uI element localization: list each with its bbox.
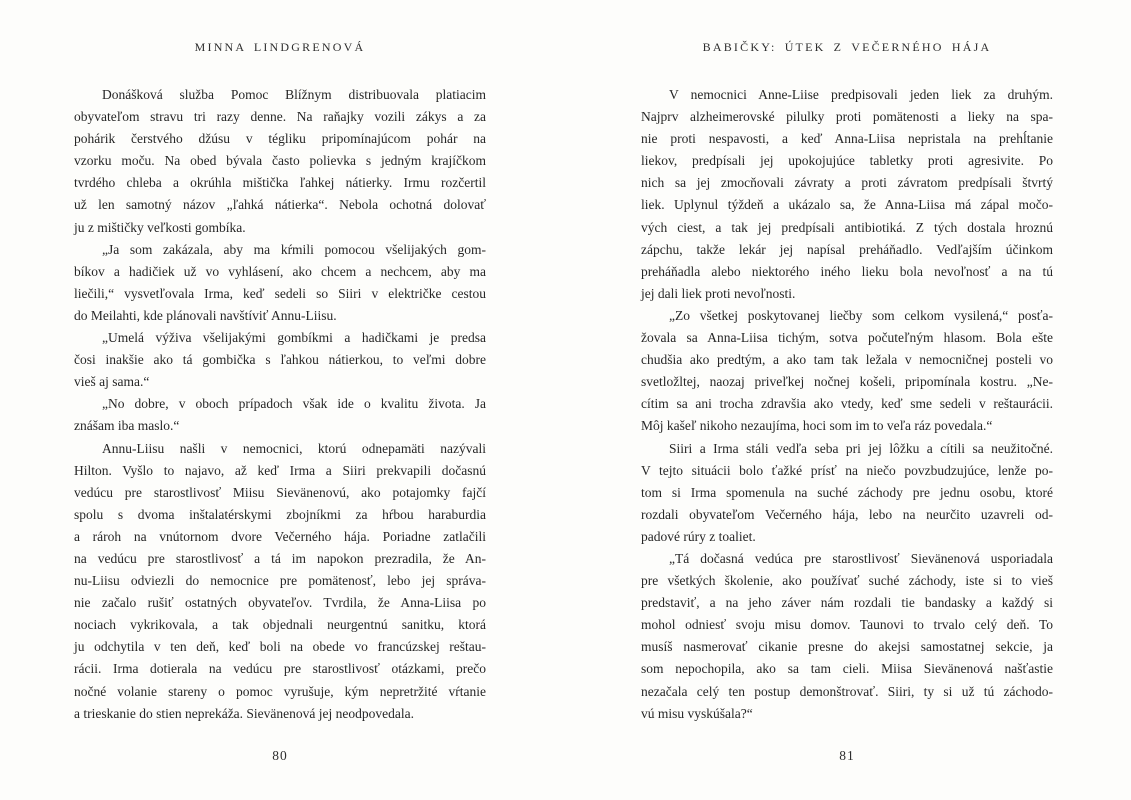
- paragraph: [74, 327, 486, 393]
- text-line: „Tá dočasná vedúca pre starostlivosť Sievänenová usporiadala: [669, 550, 1053, 566]
- paragraph: [74, 393, 486, 437]
- text-line: jej dali liek proti nevoľnosti.: [641, 285, 796, 301]
- text-line: predstaviť, a na jeho záver nám rozdali tie bandasky a každý si: [641, 595, 1053, 611]
- paragraph: [74, 438, 486, 725]
- text-line: Najprv alzheimerovské pilulky proti pomätenosti a lieky na spa-: [641, 109, 1053, 125]
- text-line: vých ciest, a tak jej predpísali antibiotiká. Z tých dostala hroznú: [641, 219, 1053, 235]
- text-line: a rároh na vnútornom dvore Večerného hája. Poriadne zatlačili: [74, 528, 486, 544]
- text-line: nezačala celý ten postup demonštrovať. Siiri, ty si už tú záchodo-: [641, 683, 1053, 699]
- paragraph: [641, 548, 1053, 725]
- text-line: znášam iba maslo.“: [74, 418, 180, 434]
- text-line: mohol odniesť svoju misu domov. Taunovi to trvalo celý deň. To: [641, 617, 1053, 633]
- page-body-left: [74, 84, 486, 725]
- text-line: nie proti nespavosti, a keď Anna-Liisa nepristala na prehĺtanie: [641, 131, 1053, 147]
- text-line: Siiri a Irma stáli vedľa seba pri jej lôžku a cítili sa neužitočné.: [669, 440, 1053, 456]
- text-line: V tejto situácii bolo ťažké prísť na niečo povzbudzujúce, lenže po-: [641, 462, 1053, 478]
- text-line: „Umelá výživa všelijakými gombíkmi a hadičkami je predsa: [102, 330, 486, 346]
- text-line: nie začalo rušiť ostatných obyvateľov. Tvrdila, že Anna-Liisa po: [74, 595, 486, 611]
- text-line: Donášková služba Pomoc Blížnym distribuovala platiacim: [102, 87, 486, 102]
- text-line: vedúcu pre starostlivosť Miisu Sievänenovú, ako potajomky fajčí: [74, 484, 486, 500]
- text-line: „Ja som zakázala, aby ma kŕmili pomocou všelijakých gom-: [102, 241, 486, 257]
- text-line: už len samotný názov „ľahká nátierka“. Nebola ochotná dolovať: [74, 197, 486, 213]
- text-line: preháňadla alebo niektorého iného lieku bola nevoľnosť a na tú: [641, 263, 1053, 279]
- text-line: liekov, predpísali jej upokojujúce tabletky proti agresivite. Po: [641, 153, 1053, 169]
- text-line: do Meilahti, kde plánovali navštíviť Annu-Liisu.: [74, 307, 337, 323]
- text-line: Môj kašeľ nikoho nezaujíma, hoci som im to veľa ráz povedala.“: [641, 418, 993, 434]
- text-line: nu-Liisu odviezli do nemocnice pre pomätenosť, lebo jej správa-: [74, 573, 486, 589]
- text-line: nich sa jej zmocňovali závraty a proti závratom predpísali štvrtý: [641, 175, 1053, 191]
- text-line: ju odchytila v ten deň, keď boli na obede vo francúzskej reštau-: [74, 639, 486, 655]
- text-line: bíkov a hadičiek už vo vyhlásení, ako chcem a nechcem, aby ma: [74, 263, 486, 279]
- text-line: a trieskanie do stien neprekáža. Sievänenová jej neodpovedala.: [74, 705, 414, 721]
- text-line: rozdali obyvateľom Večerného hája, lebo na neurčito uzavreli od-: [641, 506, 1053, 522]
- page-right: [641, 0, 1053, 800]
- text-line: svetložltej, naozaj priveľkej nočnej košeli, pripomínala kostru. „Ne-: [641, 374, 1053, 390]
- text-line: tvrdého chleba a okrúhla mištička ľahkej nátierky. Irmu rozčertil: [74, 175, 486, 191]
- text-line: obyvateľom stravu tri razy denne. Na raňajky vozili zákys a za: [74, 109, 486, 125]
- text-line: chudšia ako predtým, a ako tam tak ležala v nemocničnej posteli vo: [641, 352, 1053, 368]
- text-line: nočné volanie stareny o pomoc vyrušuje, kým nepretržité vŕtanie: [74, 683, 486, 699]
- running-header-right: BABIČKY: ÚTEK Z VEČERNÉHO HÁJA: [702, 40, 992, 54]
- page-number-left: 80: [272, 748, 288, 763]
- text-line: vú misu vyskúšala?“: [641, 705, 753, 721]
- text-line: Hilton. Vyšlo to najavo, až keď Irma a Siiri prekvapili dočasnú: [74, 462, 486, 478]
- text-line: nociach vykrikovala, a tak objednali neurgentnú sanitku, ktorá: [74, 617, 486, 633]
- text-line: som nepochopila, ako sa tam cieli. Miisa Sievänenová našťastie: [641, 661, 1053, 677]
- text-line: „Zo všetkej poskytovanej liečby som celkom vysilená,“ posťa-: [669, 307, 1053, 323]
- text-line: cítim sa ani trocha zdravšia ako vtedy, keď sme sedeli v reštaurácii.: [641, 396, 1053, 412]
- text-line: na vedúcu pre starostlivosť a tá im napokon prezradila, že An-: [74, 550, 486, 566]
- paragraph: [641, 438, 1053, 548]
- text-line: žovala sa Anna-Liisa tichým, sotva počuteľným hlasom. Bola ešte: [641, 330, 1053, 346]
- paragraph: [641, 84, 1053, 305]
- text-line: tom si Irma spomenula na suché záchody pre jednu osobu, ktoré: [641, 484, 1053, 500]
- text-line: liečili,“ vysvetľovala Irma, keď sedeli so Siiri v električke cestou: [74, 285, 486, 301]
- paragraph: [641, 305, 1053, 438]
- page-left: [74, 0, 486, 800]
- text-line: ju z mištičky veľkosti gombíka.: [74, 219, 246, 235]
- text-line: zápchu, takže lekár jej napísal preháňadlo. Vedľajším účinkom: [641, 241, 1053, 257]
- text-line: vzorku moču. Na obed bývala často polievka s jedným krajíčkom: [74, 153, 486, 169]
- text-line: rácii. Irma dotierala na vedúcu pre starostlivosť otázkami, prečo: [74, 661, 486, 677]
- page-number-right: 81: [839, 748, 855, 763]
- text-line: „No dobre, v oboch prípadoch však ide o kvalitu života. Ja: [102, 396, 486, 412]
- text-line: čosi inakšie ako tá gombička s ľahkou nátierkou, to veľmi dobre: [74, 352, 486, 368]
- text-line: spolu s dvoma inštalatérskymi zbojníkmi za hŕbou haraburdia: [74, 506, 486, 522]
- text-line: padové rúry z toaliet.: [641, 528, 756, 544]
- text-line: pre všetkých školenie, ako používať suché záchody, iste si to vieš: [641, 573, 1053, 589]
- text-line: Annu-Liisu našli v nemocnici, ktorú odnepamäti nazývali: [102, 440, 486, 456]
- page-body-right: [641, 84, 1053, 725]
- paragraph: [74, 84, 486, 239]
- running-header-left: MINNA LINDGRENOVÁ: [194, 40, 366, 54]
- text-line: V nemocnici Anne-Liise predpisovali jeden liek za druhým.: [669, 87, 1053, 102]
- text-line: pohárik čerstvého džúsu v tégliku pripomínajúcom pohár na: [74, 131, 486, 147]
- text-line: liek. Uplynul týždeň a ukázalo sa, že Anna-Liisa má zápal močo-: [641, 197, 1053, 213]
- text-line: musíš nasmerovať cikanie presne do akejsi samostatnej sekcie, ja: [641, 639, 1053, 655]
- text-line: vieš aj sama.“: [74, 374, 150, 390]
- paragraph: [74, 239, 486, 327]
